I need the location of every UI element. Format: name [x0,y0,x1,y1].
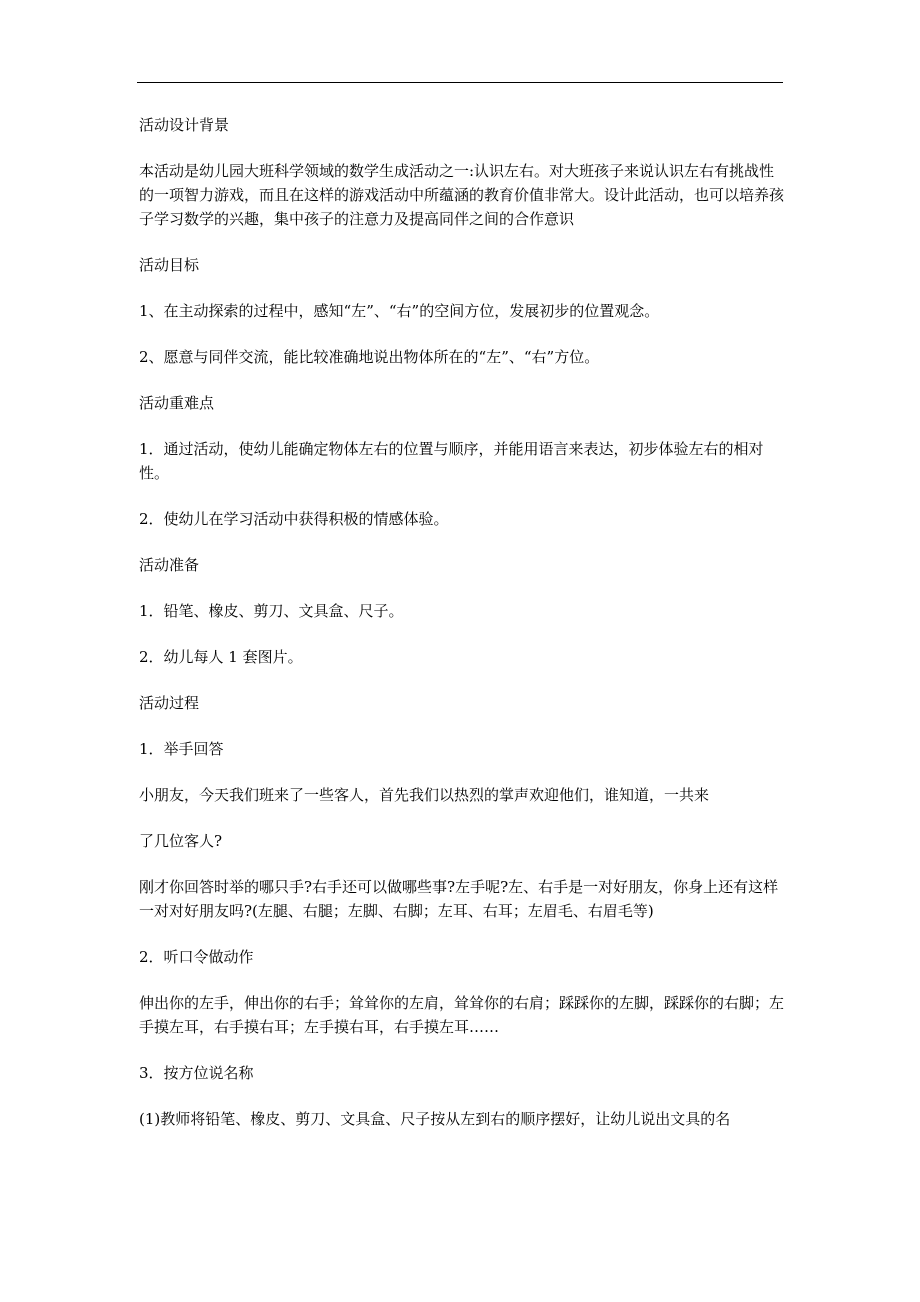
paragraph-background: 本活动是幼儿园大班科学领域的数学生成活动之一:认识左右。对大班孩子来说认识左右有挑战性的一项智力游戏，而且在这样的游戏活动中所蕴涵的教育价值非常大。设计此活动，也可以培养孩子学习数学的兴趣，集中孩子的注意力及提高同伴之间的合作意识 [139,162,785,228]
process-paragraph: 刚才你回答时举的哪只手?右手还可以做哪些事?左手呢?左、右手是一对好朋友，你身上还有这样一对对好朋友吗?(左腿、右腿；左脚、右脚；左耳、右耳；左眉毛、右眉毛等) [139,878,779,920]
document-body [139,113,789,1153]
process-step-heading: 3．按方位说名称 [139,1064,254,1082]
header-rule [137,82,783,83]
section-heading-preparation: 活动准备 [139,556,200,574]
process-step-heading: 2．听口令做动作 [139,948,254,966]
goal-item: 2、愿意与同伴交流，能比较准确地说出物体所在的“左”、“右”方位。 [139,348,600,366]
goal-item: 1、在主动探索的过程中，感知“左”、“右”的空间方位，发展初步的位置观念。 [139,302,660,320]
process-paragraph: 伸出你的左手，伸出你的右手；耸耸你的左肩，耸耸你的右肩；踩踩你的左脚，踩踩你的右脚；左手摸左耳，右手摸右耳；左手摸右耳，右手摸左耳…… [139,994,785,1036]
process-paragraph: (1)教师将铅笔、橡皮、剪刀、文具盒、尺子按从左到右的顺序摆好，让幼儿说出文具的名 [139,1110,731,1128]
process-paragraph: 了几位客人? [139,832,223,850]
section-heading-process: 活动过程 [139,694,200,712]
section-heading-background: 活动设计背景 [139,116,230,134]
process-paragraph: 小朋友，今天我们班来了一些客人，首先我们以热烈的掌声欢迎他们，谁知道，一共来 [139,786,710,804]
section-heading-key-points: 活动重难点 [139,394,215,412]
key-point-item: 1．通过活动，使幼儿能确定物体左右的位置与顺序，并能用语言来表达，初步体验左右的相对性。 [139,440,764,482]
process-step-heading: 1．举手回答 [139,740,224,758]
preparation-item: 1．铅笔、橡皮、剪刀、文具盒、尺子。 [139,602,404,620]
key-point-item: 2．使幼儿在学习活动中获得积极的情感体验。 [139,510,449,528]
preparation-item: 2．幼儿每人 1 套图片。 [139,648,303,666]
section-heading-goals: 活动目标 [139,256,200,274]
